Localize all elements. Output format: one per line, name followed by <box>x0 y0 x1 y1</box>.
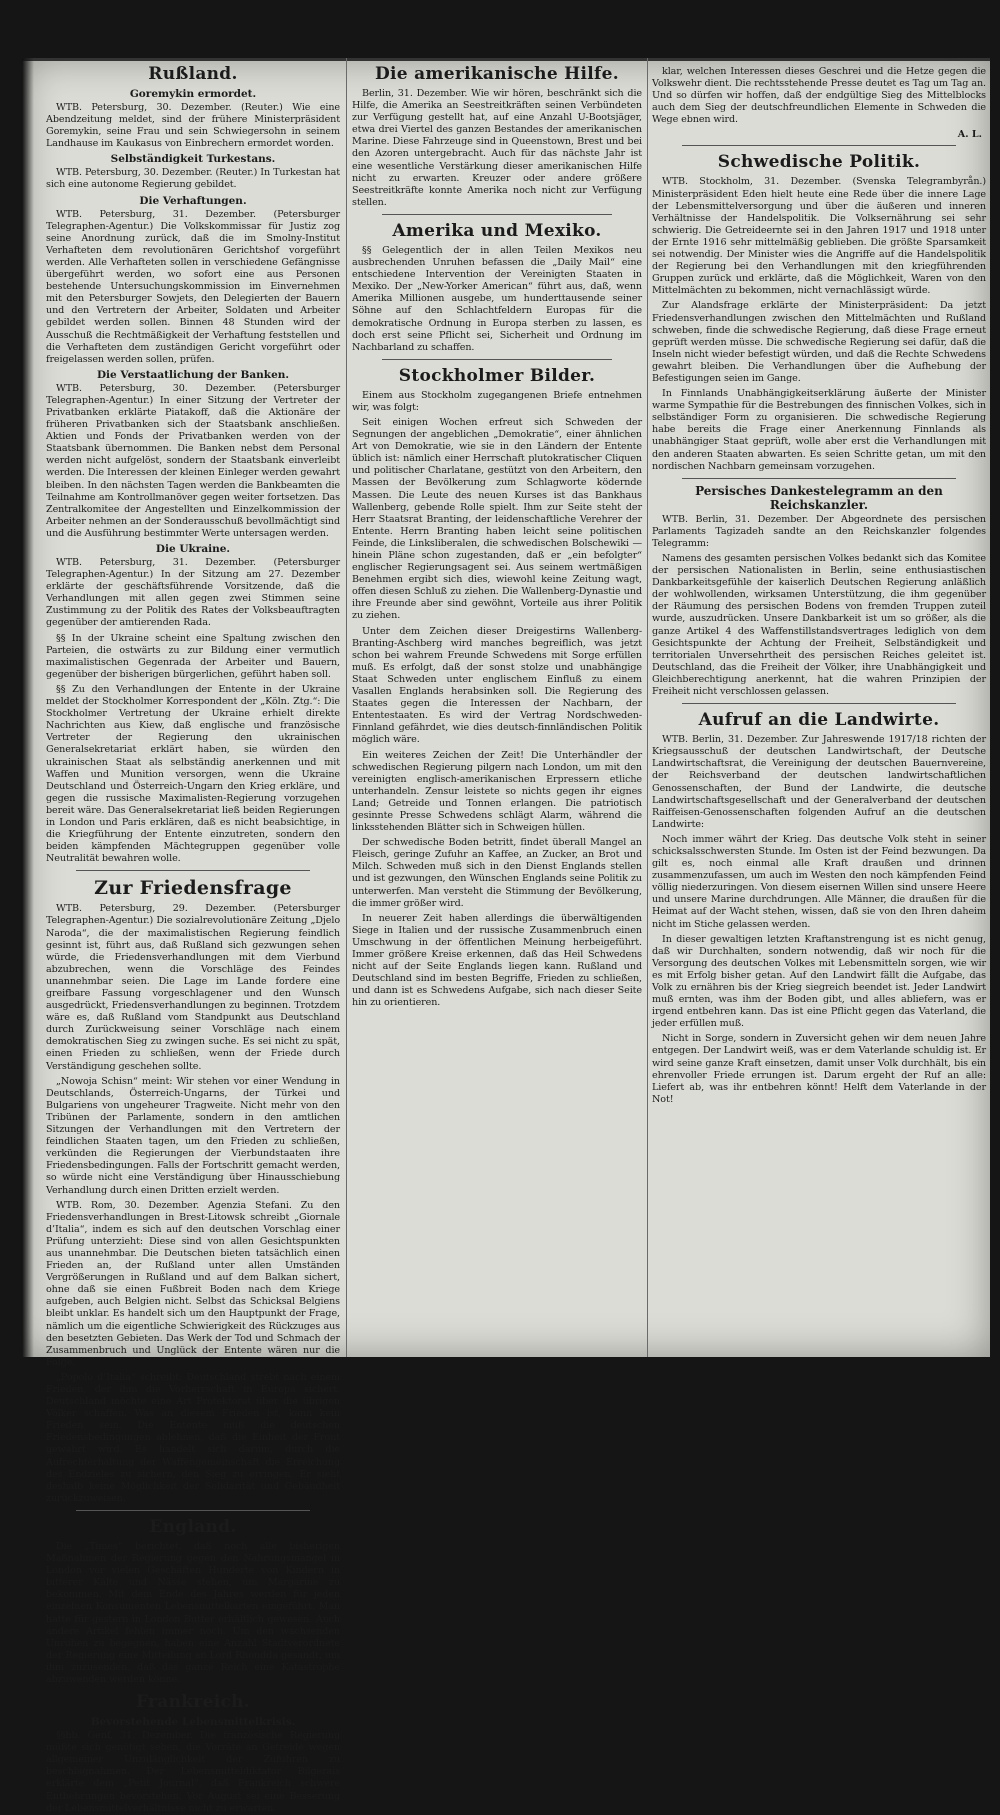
article-paragraph: WTB. Petersburg, 30. Dezember. (Reuter.) Wie eine Abendzeitung meldet, sind der frühere Ministerpräsident Goremykin, seine Frau und sein Schwiegersohn in seinem Landhause im Kaukasus von Einbrechern ermordet worden. <box>46 102 340 150</box>
newspaper-page <box>22 58 990 1814</box>
article-paragraph: In Finnlands Unabhängigkeitserklärung äußerte der Minister warme Sympathie für die Bestrebungen des finnischen Volkes, sich in selbständiger Form zu organisieren. Die schwedische Regierung habe bereits die Frage einer Anerkennung Finnlands als unabhängiger Staat geprüft, wolle aber erst die Verhandlungen mit den anderen Staaten abwarten. Es seien Schritte getan, um mit den nordischen Nachbarn gemeinsam vorzugehen. <box>652 388 986 472</box>
headline-dankestelegramm: Persisches Dankestelegramm an den Reichskanzler. <box>695 483 943 512</box>
article-paragraph: WTB. Petersburg, 30. Dezember. (Petersburger Telegraphen-Agentur.) In einer Sitzung der Vertreter der Privatbanken erklärte Piatakoff, daß die Aktionäre der früheren Privatbanken sich der Staatsbank anschließen. Aktien und Fonds der Privatbanken werden von der Staatsbank übernommen. Die Banken nebst dem Personal werden nicht aufgelöst, sondern der Staatsbank einverleibt werden. Die Interessen der kleinen Einleger werden gewahrt bleiben. In den nächsten Tagen werden die Bankbeamten die Teilnahme am Kontrollmanöver gegen weiter fortsetzen. Das Zentralkomitee der Angestellten und Einzelkommission der Arbeiter nehmen an der Sonderausschuß bevollmächtigt sind und die Ausführung bestimmter Werte untersagen werden. <box>46 382 340 539</box>
article-paragraph: WTB. Berlin, 31. Dezember. Zur Jahreswende 1917/18 richten der Kriegsausschuß der deutschen Landwirtschaft, der Deutsche Landwirtschaftsrat, die Vereinigung der deutschen Bauernvereine, der Reichsverband der deutschen landwirtschaftlichen Genossenschaften, der Bund der Landwirte, die deutsche Landwirtschaftsgesellschaft und der Generalverband der deutschen Raiffeisen-Genossenschaften folgenden Aufruf an die deutschen Landwirte: <box>652 734 986 830</box>
article-paragraph: Der schwedische Boden betritt, findet überall Mangel an Fleisch, geringe Zufuhr an Kaffee, an Zucker, an Brot und Milch. Schweden muß sich in den Dienst Englands stellen und ist gezwungen, den Wünschen Englands seine Politik zu unterwerfen. Man versteht die Stimmung der Bevölkerung, die immer größer wird. <box>352 837 642 909</box>
author-signature: A. L. <box>957 129 982 141</box>
article-paragraph: WTB. Petersburg, 30. Dezember. (Reuter.) In Turkestan hat sich eine autonome Regierung gebildet. <box>46 167 340 191</box>
article-paragraph: Ein weiteres Zeichen der Zeit! Die Unterhändler der schwedischen Regierung pilgern nach London, um mit den vereinigten englisch-amerikanischen Erpressern etliche unterhandeln. Zensur leistete so nichts gegen ihr eignes Land; Getreide und Tonnen erlangen. Die patriotisch gesinnte Presse Schwedens schlägt Alarm, während die linksstehenden Blätter sich in Schweigen hüllen. <box>352 749 642 834</box>
article-paragraph: Die „Times“ berichtet, daß noch alle bisherigen Maßnahmen der Regierung gegen den Nahrungsmangel in London vor vielen Geschäften Hunderte von Kindern in bitterer Kälte und Nässe stehen, um Margarine zu bekommen. Mit dem Ende des Jahres werden für jeden einzelnen Konsumenten Lebensmittelkarten eingeführt. Man hatte für gestern in London Butter erhältlich gewesen. Auch andere Artikel fehlen immer noch. Um den wachsenden Unruhen zu begegnen, haben eine Anzahl Stadtverordnete der Regierung eine Mitteilung an Lord Rhondda gesandt, um ihm zuzusenden, daß das ganze Reich eine Katastrophe abzuwenden werden könne. <box>46 1540 340 1685</box>
column-right <box>652 58 986 1357</box>
article-paragraph: Einem aus Stockholm zugegangenen Briefe entnehmen wir, was folgt: <box>352 389 642 413</box>
headline-russland: Rußland. <box>148 64 238 84</box>
section-divider <box>682 703 956 704</box>
article-paragraph: klar, welchen Interessen dieses Geschrei und die Hetze gegen die Volkswehr dient. Die rechtsstehende Presse deutet es Tag um Tag an. Und so dürfen wir hoffen, daß der endgültige Sieg des Mittelblocks auch dem Sieg der deutschfreundlichen Elemente in Schweden die Wege ebnen wird. <box>652 66 986 126</box>
headline-england: England. <box>149 1516 237 1537</box>
column-middle <box>352 58 642 1357</box>
article-paragraph: WTB. Rom, 30. Dezember. Agenzia Stefani. Zu den Friedensverhandlungen in Brest-Litowsk schreibt „Giornale d’Italia“, indem es sich auf den deutschen Vorschlag einer Prüfung unterzieht: Diese sind von allen Gesichtspunkten aus unannehmbar. Die Deutschen bieten tatsächlich einen Frieden an, der Rußland unter allen Umständen Vergrößerungen in Rußland und auf dem Balkan sichert, ohne daß sie einen Fußbreit Boden nach dem Kriege aufgeben, auch Belgien nicht. Selbst das Schicksal Belgiens bleibt unklar. Es handelt sich um den Hauptpunkt der Frage, nämlich um die eigentliche Schwierigkeit des Rückzuges aus den besetzten Gebieten. Das Werk der Tod und Schmach der Zusammenbruch und Unglück der Entente wären nur die Folge. <box>46 1199 340 1368</box>
article-paragraph: WTB. Stockholm, 31. Dezember. (Svenska Telegrambyrån.) Ministerpräsident Eden hielt heute eine Rede über die innere Lage der Lebensmittelversorgung und über die äußeren und inneren Verhältnisse der Handelspolitik. Die Volksernährung sei sehr schwierig. Die Getreideernte sei in den Jahren 1917 und 1918 unter der Ernte 1916 sehr mittelmäßig geblieben. Die größte Sparsamkeit sei notwendig. Der Minister wies die Angriffe auf die Handelspolitik der Regierung bei den Verhandlungen mit den kriegführenden Gruppen zurück und erklärte, daß die Möglichkeit, Waren von den Mittelmächten zu bekommen, nicht vernachlässigt würde. <box>652 176 986 297</box>
article-paragraph: WTB. Berlin, 31. Dezember. Der Abgeordnete des persischen Parlaments Tagizadeh sandte an den Reichskanzler folgendes Telegramm: <box>652 513 986 549</box>
headline-amerikanische-hilfe: Die amerikanische Hilfe. <box>374 64 620 84</box>
article-paragraph: §§hb. Genf, 31. Dezember. Die französische Regierung müßte sich genötigt sehen, die Vorräte an Getreide wegen allgemeiner Unzulänglichkeit der Zufuhren zu beschlagnahmen. Der Lebensmitteldiktator Bilgerais erklärte dem „Petit Journal“, daß Frankreich schwere Entbehrungen bevorstehen. Vor August sei eine Besserung der Lebensmittelverhältnisse nicht zu erwarten. <box>46 1730 340 1814</box>
column-rule <box>647 58 648 1357</box>
headline-frankreich: Frankreich. <box>135 1692 251 1713</box>
subhead-turkestan: Selbständigkeit Turkestans. <box>110 153 276 166</box>
section-divider <box>382 359 612 360</box>
column-rule <box>346 58 347 1357</box>
article-paragraph: §§ Gelegentlich der in allen Teilen Mexikos neu ausbrechenden Unruhen befassen die „Daily Mail“ eine entschiedene Intervention der Vereinigten Staaten in Mexiko. Der „New-Yorker American“ führt aus, daß, wenn Amerika Millionen ausgebe, um hunderttausende seiner Söhne auf den Schlachtfeldern Europas für die demokratische Ordnung in Europa sterben zu lassen, es doch erst seine Pflicht sei, Sicherheit und Ordnung im Nachbarland zu schaffen. <box>352 244 642 353</box>
headline-amerika-mexiko: Amerika und Mexiko. <box>392 220 602 241</box>
section-divider <box>682 478 956 479</box>
section-divider <box>682 145 956 146</box>
headline-stockholmer-bilder: Stockholmer Bilder. <box>398 365 596 386</box>
headline-aufruf-landwirte: Aufruf an die Landwirte. <box>698 710 940 731</box>
article-paragraph: Unter dem Zeichen dieser Dreigestirns Wallenberg-Branting-Aschberg wird manches begreiflich, was jetzt schon bei wahrem Freunde Schwedens mit Sorge erfüllen muß. Es erfolgt, daß der sonst stolze und unabhängige Staat Schweden unter englischem Einfluß zu einem Vasallen Englands herabsinken soll. Die Regierung des Staates gegen die Interessen der Nachbarn, der Ententestaaten. Es wird der Vertrag Nordschweden-Finnland gefährdet, wie dies deutsch-finnländischen Politik möglich wäre. <box>352 625 642 746</box>
subhead-goremykin: Goremykin ermordet. <box>129 88 257 100</box>
subhead-banken: Die Verstaatlichung der Banken. <box>96 368 290 381</box>
article-paragraph: In dieser gewaltigen letzten Kraftanstrengung ist es nicht genug, daß wir Durchhalten, sondern notwendig, daß wir noch für die Versorgung des deutschen Volkes mit Lebensmitteln sorgen, wie wir es mit Erfolg bisher getan. Auf den Landwirt fällt die Aufgabe, das Volk zu ernähren bis der Krieg siegreich beendet ist. Jeder Landwirt muß ernten, was ihm der Boden gibt, und alles abliefern, was er irgend entbehren kann. Das ist eine Pflicht gegen das Vaterland, die jeder erfüllen muß. <box>652 933 986 1030</box>
article-paragraph: §§ In der Ukraine scheint eine Spaltung zwischen den Parteien, die ostwärts zu zur Bildung einer vermutlich maximalistischen Gegenrada der Arbeiter und Bauern, gegenüber der bisherigen bürgerlichen, geführt haben soll. <box>46 632 340 680</box>
article-paragraph: Nicht in Sorge, sondern in Zuversicht gehen wir dem neuen Jahre entgegen. Der Landwirt weiß, was er dem Vaterlande schuldig ist. Er wird seine ganze Kraft einsetzen, damit unser Volk durchhält, bis ein ehrenvoller Friede errungen ist. Darum ergeht der Ruf an alle: Liefert ab, was ihr entbehren könnt! Helft dem Vaterlande in der Not! <box>652 1033 986 1105</box>
section-divider <box>76 1510 310 1511</box>
article-paragraph: Noch immer währt der Krieg. Das deutsche Volk steht in seiner schicksalsschwersten Stunde. Im Osten ist der Feind bezwungen. Da gilt es, noch einmal alle Kraft draußen und drinnen zusammenzufassen, um auch im Westen den noch kämpfenden Feind völlig niederzuringen. Von diesem eisernen Willen sind unsere Heere und unsere Marine durchdrungen. Alle Männer, die draußen für die Heimat auf der Wacht stehen, wissen, daß sie von den Ihren daheim nicht im Stiche gelassen werden. <box>652 833 986 930</box>
article-paragraph: §§ Zu den Verhandlungen der Entente in der Ukraine meldet der Stockholmer Korrespondent der „Köln. Ztg.“: Die Stockholmer Vertretung der Ukraine erhielt direkte Nachrichten aus Kiew, daß englische und französische Vertreter der Regierung den ukrainischen Generalsekretariat erklärt haben, sie würden den ukrainischen Staat als selbständig anerkennen und mit Waffen und Munition versorgen, wenn die Ukraine Deutschland und Österreich-Ungarn den Krieg erkläre, und gegen die russische Maximalisten-Regierung vorzugehen bereit wäre. Das Generalsekretariat ließ beiden Regierungen in London und Paris erklären, daß es nicht beabsichtige, in die Kriegführung der Entente einzutreten, sondern den beiden kämpfenden Mächtegruppen gegenüber volle Neutralität bewahren wolle. <box>46 683 340 865</box>
article-paragraph: Seit einigen Wochen erfreut sich Schweden der Segnungen der angeblichen „Demokratie“, einer ähnlichen Art von Demokratie, wie sie in den Ländern der Entente üblich ist: nämlich einer Herrschaft plutokratischer Cliquen und politischer Charlatane, gestützt von den Arbeitern, den Massen der Bevölkerung zum Schlagworte ködernde Massen. Die Leute des neuen Kurses ist das Bankhaus Wallenberg, gebende Rolle spielt. Ihm zur Seite steht der Herr Staatsrat Branting, der leidenschaftliche Verehrer der Entente. Herrn Branting haben leicht seine politischen Feinde, die Linksliberalen, die schwedischen Bolschewiki — hinein Pläne schon zugestanden, daß er „ein befolgter“ englischer Regierungsagent sei. Aus seinem wertmäßigen Benehmen ergibt sich dies, wiewohl keine Zeitung wagt, offen diesen Schluß zu ziehen. Die Wallenberg-Dynastie und ihre Freunde aber sind gewöhnt, Vorteile aus ihrer Politik zu ziehen. <box>352 416 642 622</box>
section-divider <box>382 214 612 215</box>
subhead-ukraine: Die Ukraine. <box>155 543 231 555</box>
article-paragraph: WTB. Petersburg, 31. Dezember. (Petersburger Telegraphen-Agentur.) Die Volkskommissar für Justiz zog seine Anordnung zurück, daß die im Smolny-Institut Verhafteten dem revolutionären Gerichtshof vorgeführt werden. Alle Verhafteten sollen in verschiedene Gefängnisse übergeführt werden, wo sofort eine aus Personen bestehende Untersuchungskommission im Einvernehmen mit den Petersburger Sowjets, den Delegierten der Bauern und den Vertretern der Arbeiter, Soldaten und Arbeiter gebildet werden sollen. Binnen 48 Stunden wird der Ausschuß die Rechtmäßigkeit der Verhaftung feststellen und die Verhafteten dem zuständigen Gericht vorgeführt oder freigelassen werden sollen, prüfen. <box>46 208 340 365</box>
article-paragraph: Berlin, 31. Dezember. Wie wir hören, beschränkt sich die Hilfe, die Amerika an Seestreitkräften seinen Verbündeten zur Verfügung gestellt hat, auf eine Anzahl U-Bootsjäger, etwa drei Viertel des ganzen Bestandes der amerikanischen Marine. Diese Fahrzeuge sind in Queenstown, Brest und bei den Azoren untergebracht. Auch für das nächste Jahr ist eine wesentliche Verstärkung dieser amerikanischen Hilfe nicht zu erwarten. Kreuzer oder andere größere Seestreitkräfte konnte Amerika noch nicht zur Verfügung stellen. <box>352 88 642 208</box>
article-paragraph: Zur Alandsfrage erklärte der Ministerpräsident: Da jetzt Friedensverhandlungen zwischen den Mittelmächten und Rußland schweben, finde die schwedische Regierung, daß diese Frage erneut geprüft werden müsse. Die schwedische Regierung sei dafür, daß die Inseln nicht wieder befestigt würden, und daß die Rechte Schwedens gewahrt bleiben. Die Verhandlungen über die Aufhebung der Befestigungen seien im Gange. <box>652 300 986 384</box>
article-paragraph: WTB. Petersburg, 31. Dezember. (Petersburger Telegraphen-Agentur.) In der Sitzung am 27. Dezember erklärte der geschäftsführende Vorsitzende, daß die Verhandlungen mit allen gegen zwei Stimmen seine Zustimmung zu der Politik des Rates der Volksbeauftragten gegenüber der amtierenden Rada. <box>46 557 340 629</box>
article-paragraph: Namens des gesamten persischen Volkes bedankt sich das Komitee der persischen Nationalisten in Berlin, seine enthusiastischen Dankbarkeitsgefühle der kaiserlich Deutschen Regierung anläßlich der wohlwollenden, wirksamen Unterstützung, die ihm gegenüber der Räumung des persischen Bodens von fremden Truppen zuteil wurde, auszudrücken. Unsere Dankbarkeit ist um so größer, als die ganze Artikel 4 des Waffenstillstandsvertrages lediglich von dem Gesichtspunkte der Achtung der Freiheit, Selbständigkeit und territorialen Unversehrtheit des persischen Reiches geleitet ist. Deutschland, das die Freiheit der Völker, ihre Unabhängigkeit und Gleichberechtigung anerkennt, hat die wahren Prinzipien der Freiheit nicht verschlossen gelassen. <box>652 553 986 698</box>
page-shadow <box>22 58 34 1357</box>
article-paragraph: WTB. Petersburg, 29. Dezember. (Petersburger Telegraphen-Agentur.) Die sozialrevolutionäre Zeitung „Djelo Naroda“, die der maximalistischen Regierung feindlich gesinnt ist, führt aus, daß Rußland sich gezwungen sehen würde, die Friedensverhandlungen mit dem Vierbund abzubrechen, wenn die Vorschläge des Feindes unannehmbar seien. Die Lage im Lande fordere eine greifbare Fassung vorgeschlagener und den Wunsch ausgedrückt, Friedensverhandlungen zu beginnen. Trotzdem wäre es, daß Rußland vom Standpunkt aus Deutschland durch Zurückweisung seiner Vorschläge nach einem demokratischen Sieg zu zwingen suche. Es sei nicht zu spät, einen Frieden zu schließen, wenn der Friede durch Verständigung geschehen sollte. <box>46 903 340 1072</box>
headline-schwedische-politik: Schwedische Politik. <box>717 152 921 173</box>
headline-friedensfrage: Zur Friedensfrage <box>94 877 292 900</box>
subhead-lebensmittelkrisis: Bevorstehende Lebensmittelkrisis. <box>90 1716 296 1729</box>
article-paragraph: „Popolo d’Italia“ schreibt: Deutschland strebt nach einem Frieden, der ihm die Vorherrschaft in Europa sichert. Deutschland möchte eine Art Protektorat über die übrigen Völker schaffen. Was an diesem Frieden ist, kann kein Frieden sein. Die Entente muß die deutschen Friedensbedingungen ablehnen, daß die Einheit der Front gewahrt wird. Es handelt sich darum, durch die Aufrechterhaltung der Waffengemeinschaft die Erreichung des Endzieles zu sichern, den Sieg zu erringen. Er sieht deshalb keine Möglichkeit der Solidarität und Gebäudheit zurückzuweisen. <box>46 1371 340 1504</box>
subhead-verhaftungen: Die Verhaftungen. <box>139 194 247 207</box>
column-left <box>46 58 340 1814</box>
article-paragraph: „Nowoja Schisn“ meint: Wir stehen vor einer Wendung in Deutschlands, Österreich-Ungarns, der Türkei und Bulgariens von ungeheurer Tragweite. Nicht mehr von den Tribünen der Parlamente, sondern in den amtlichen Sitzungen der Verhandlungen mit den Vertretern der feindlichen Staaten tagen, um den Frieden zu schließen, verkünden die Regierungen der Vierbundstaaten ihre Friedensbedingungen. Falls der Fortschritt gemacht werden, so würde nicht eine Verständigung über Hinausschiebung Verhandlung durch einen Dritten erzielt werden. <box>46 1075 340 1196</box>
article-paragraph: In neuerer Zeit haben allerdings die überwältigenden Siege in Italien und der russische Zusammenbruch einen Umschwung in der öffentlichen Meinung herbeigeführt. Immer größere Kreise erkennen, daß das Heil Schwedens nicht auf der Seite Englands liegen kann. Rußland und Deutschland sind im besten Begriffe, Frieden zu schließen, und dann ist es Schwedens Aufgabe, sich nach dieser Seite hin zu orientieren. <box>352 912 642 1009</box>
section-divider <box>76 870 310 871</box>
